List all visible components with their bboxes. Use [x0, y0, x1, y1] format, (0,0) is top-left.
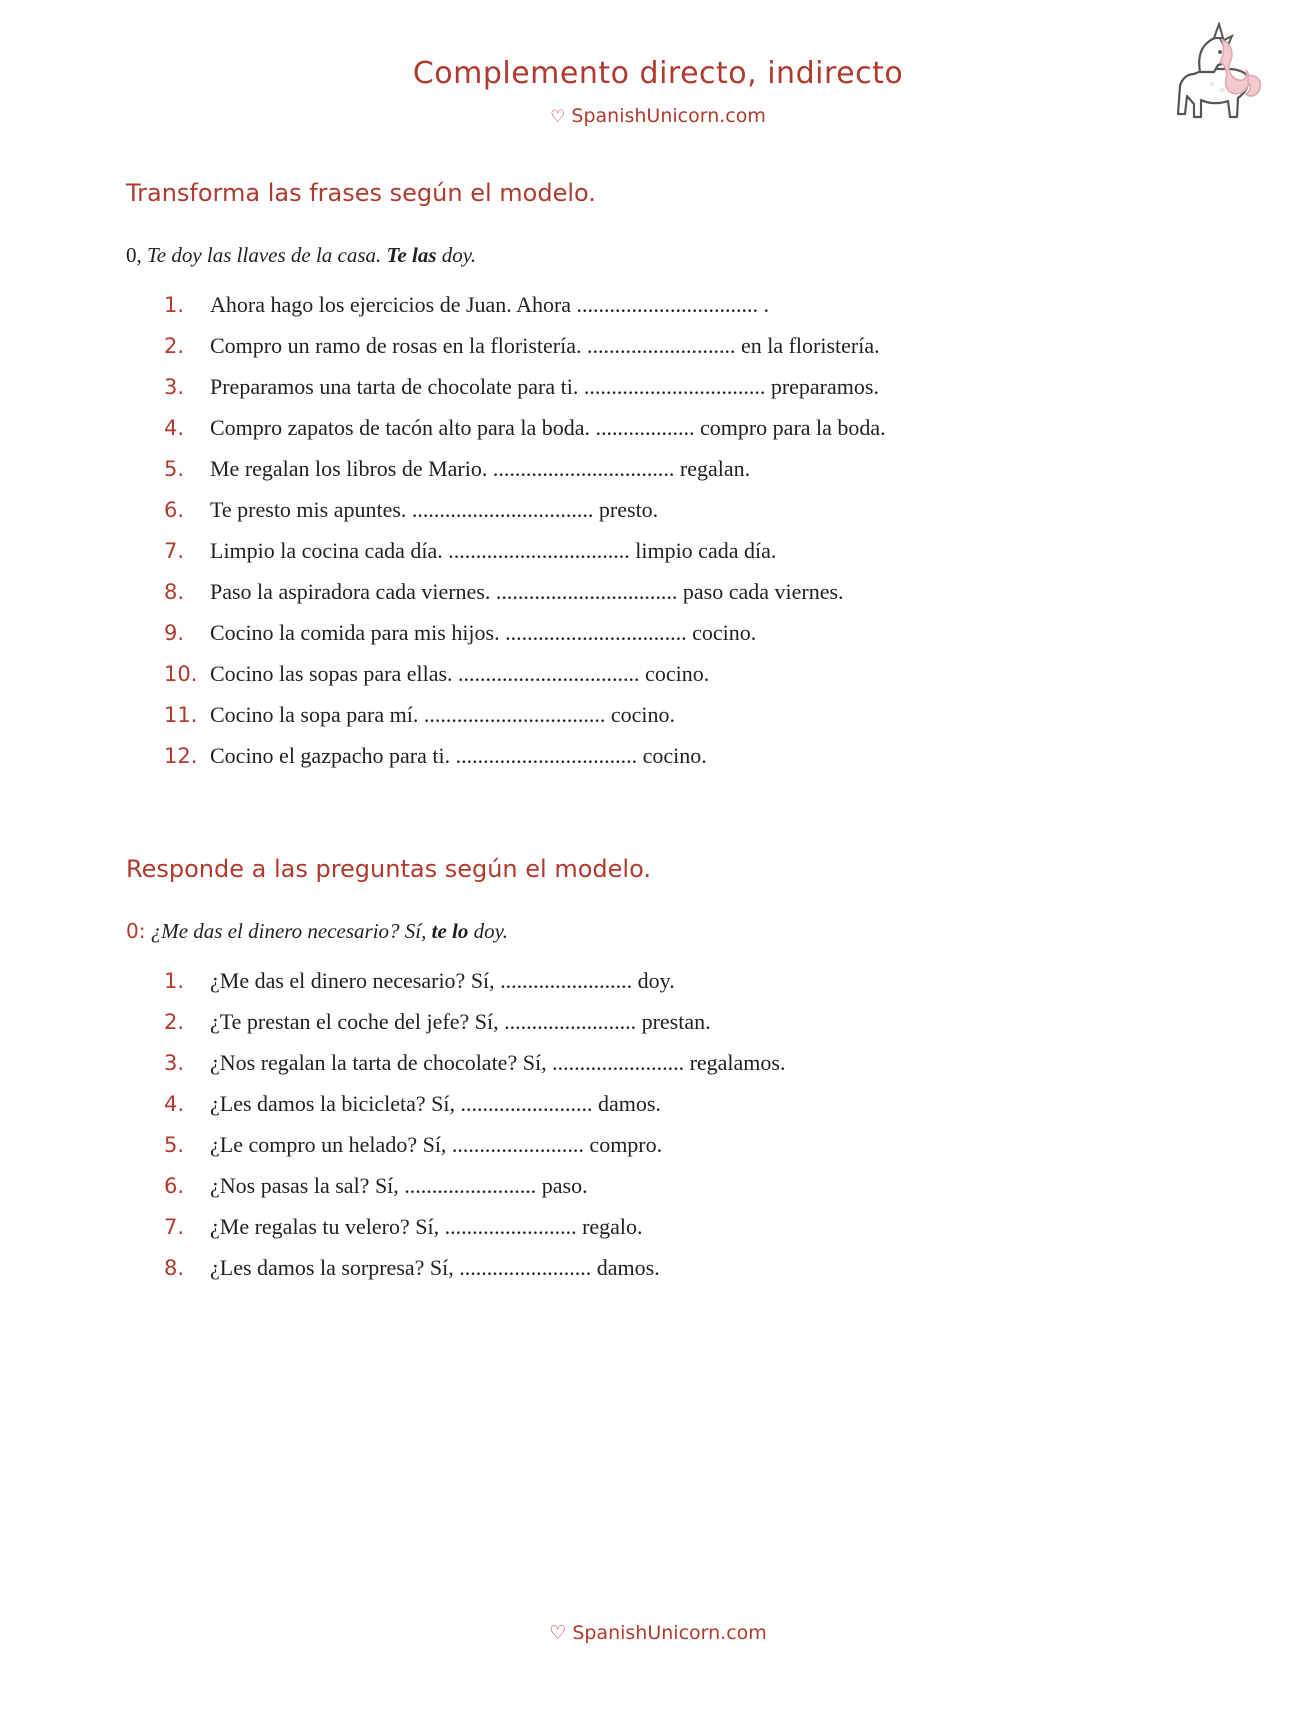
exercise-list-1: [132, 294, 1184, 767]
heart-icon: ♡: [549, 1622, 567, 1644]
item-number: 7.: [164, 1215, 185, 1239]
item-number: 2.: [164, 1010, 185, 1034]
item-text: ¿Me regalas tu velero? Sí, ........................ regalo.: [210, 1214, 643, 1239]
list-item[interactable]: [164, 1175, 1184, 1197]
item-number: 8.: [164, 1256, 185, 1280]
item-text: ¿Le compro un helado? Sí, ........................ compro.: [210, 1132, 663, 1157]
list-item[interactable]: [164, 540, 1184, 562]
list-item[interactable]: [164, 417, 1184, 439]
model-tail-2: doy.: [473, 919, 509, 943]
model-number-1: 0,: [126, 243, 142, 267]
list-item[interactable]: [164, 499, 1184, 521]
item-number: 5.: [164, 457, 185, 481]
item-text: Paso la aspiradora cada viernes. ................................. paso cada viernes.: [210, 579, 844, 604]
item-number: 3.: [164, 1051, 185, 1075]
item-number: 12.: [164, 744, 198, 768]
item-number: 9.: [164, 621, 185, 645]
item-number: 1.: [164, 969, 185, 993]
item-number: 2.: [164, 334, 185, 358]
item-number: 8.: [164, 580, 185, 604]
item-number: 6.: [164, 1174, 185, 1198]
list-item[interactable]: [164, 294, 1184, 316]
exercise-list-2: [132, 970, 1184, 1279]
header-site-name: SpanishUnicorn.com: [571, 105, 766, 127]
item-text: Cocino las sopas para ellas. ................................. cocino.: [210, 661, 710, 686]
model-answer-2: te lo: [431, 919, 469, 943]
list-item[interactable]: [164, 376, 1184, 398]
item-number: 5.: [164, 1133, 185, 1157]
model-example-2: [126, 919, 1184, 944]
item-text: Ahora hago los ejercicios de Juan. Ahora ................................. .: [210, 292, 770, 317]
item-text: Te presto mis apuntes. ................................. presto.: [210, 497, 659, 522]
list-item[interactable]: [164, 1216, 1184, 1238]
list-item[interactable]: [164, 622, 1184, 644]
model-example-1: [126, 243, 1184, 268]
page-footer: [0, 1622, 1316, 1644]
item-number: 3.: [164, 375, 185, 399]
section-title-2: Responde a las preguntas según el modelo.: [126, 855, 651, 883]
list-item[interactable]: [164, 663, 1184, 685]
item-text: ¿Te prestan el coche del jefe? Sí, ........................ prestan.: [210, 1009, 711, 1034]
item-text: Limpio la cocina cada día. ................................. limpio cada día.: [210, 538, 777, 563]
list-item[interactable]: [164, 704, 1184, 726]
item-text: ¿Me das el dinero necesario? Sí, ........................ doy.: [210, 968, 675, 993]
list-item[interactable]: [164, 1052, 1184, 1074]
footer-site-name: SpanishUnicorn.com: [572, 1622, 767, 1644]
item-number: 4.: [164, 1092, 185, 1116]
item-text: Cocino la comida para mis hijos. ................................. cocino.: [210, 620, 757, 645]
list-item[interactable]: [164, 1257, 1184, 1279]
item-text: Compro un ramo de rosas en la floristería. ........................... en la floristería.: [210, 333, 880, 358]
heart-icon: ♡: [550, 107, 566, 127]
item-text: ¿Les damos la bicicleta? Sí, ........................ damos.: [210, 1091, 661, 1116]
item-number: 7.: [164, 539, 185, 563]
list-item[interactable]: [164, 458, 1184, 480]
model-answer-1: Te las: [386, 243, 437, 267]
list-item[interactable]: [164, 745, 1184, 767]
item-text: Cocino la sopa para mí. ................................. cocino.: [210, 702, 675, 727]
item-number: 6.: [164, 498, 185, 522]
section-title-1: Transforma las frases según el modelo.: [126, 179, 596, 207]
list-item[interactable]: [164, 970, 1184, 992]
list-item[interactable]: [164, 581, 1184, 603]
model-number-2: 0:: [126, 919, 146, 943]
item-number: 4.: [164, 416, 185, 440]
page-title: Complemento directo, indirecto: [412, 56, 904, 91]
model-text-2: ¿Me das el dinero necesario? Sí,: [150, 919, 427, 943]
unicorn-icon: [1154, 22, 1274, 137]
header-site-credit: [0, 105, 1316, 127]
model-tail-1: doy.: [441, 243, 477, 267]
item-number: 11.: [164, 703, 198, 727]
item-number: 1.: [164, 293, 185, 317]
item-text: ¿Les damos la sorpresa? Sí, ........................ damos.: [210, 1255, 660, 1280]
item-text: Me regalan los libros de Mario. ................................. regalan.: [210, 456, 751, 481]
item-text: Cocino el gazpacho para ti. ................................. cocino.: [210, 743, 707, 768]
list-item[interactable]: [164, 335, 1184, 357]
section-responde: [0, 855, 1316, 1279]
item-text: ¿Nos regalan la tarta de chocolate? Sí, ........................ regalamos.: [210, 1050, 786, 1075]
list-item[interactable]: [164, 1134, 1184, 1156]
item-text: ¿Nos pasas la sal? Sí, ........................ paso.: [210, 1173, 588, 1198]
item-number: 10.: [164, 662, 198, 686]
section-transforma: [0, 179, 1316, 767]
item-text: Preparamos una tarta de chocolate para ti. ................................. preparamos.: [210, 374, 879, 399]
page-header: [0, 0, 1316, 127]
list-item[interactable]: [164, 1093, 1184, 1115]
list-item[interactable]: [164, 1011, 1184, 1033]
item-text: Compro zapatos de tacón alto para la boda. .................. compro para la boda.: [210, 415, 886, 440]
model-text-1: Te doy las llaves de la casa.: [147, 243, 382, 267]
